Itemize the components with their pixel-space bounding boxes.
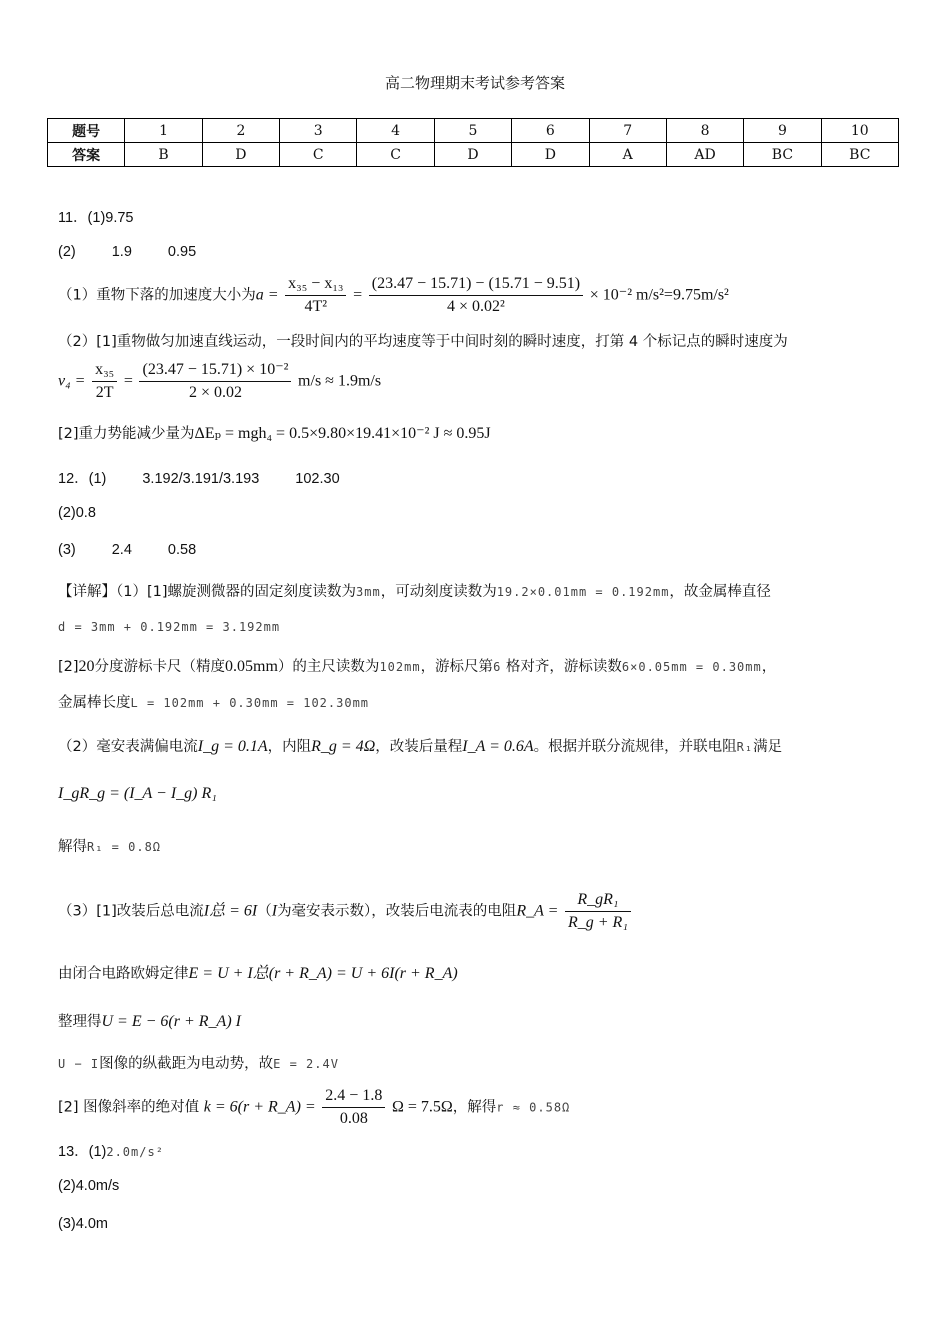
- table-cell: BC: [744, 143, 821, 167]
- text: （3）[1]改装后总电流: [58, 903, 204, 920]
- table-cell: 1: [125, 119, 202, 143]
- q13-answer-3: (3)4.0m: [58, 1216, 108, 1232]
- q12-value-b: 102.30: [295, 471, 340, 487]
- equals-sign: =: [353, 286, 363, 304]
- text: ，内阻: [267, 739, 312, 755]
- q13-value-1: 2.0m/s²: [106, 1145, 164, 1159]
- text: 格对齐，游标读数: [501, 659, 622, 675]
- text: （: [257, 903, 272, 920]
- table-header-label: 题号: [48, 119, 125, 143]
- q12-value-d: 0.58: [167, 542, 197, 558]
- fraction-numerator: x₃₅: [92, 360, 117, 382]
- q12-detail-11: [58, 1052, 339, 1073]
- math: R₁ = 0.8Ω: [87, 840, 162, 854]
- table-row-numbers: [48, 119, 899, 143]
- table-cell: 6: [512, 119, 589, 143]
- q11-fraction-2: [369, 274, 583, 317]
- q12-detail-3: [58, 655, 776, 676]
- math: r ≈ 0.58Ω: [496, 1100, 571, 1115]
- q11-value-b: 0.95: [167, 244, 197, 260]
- q13-answer-2: (2)4.0m/s: [58, 1178, 120, 1194]
- table-cell: 3: [280, 119, 357, 143]
- q13-label-1: 13．(1): [58, 1144, 107, 1160]
- text: ）的主尺读数为: [277, 659, 380, 675]
- math: 3mm: [356, 585, 381, 599]
- math: U − I: [58, 1057, 100, 1071]
- text: （2）毫安表满偏电流: [58, 739, 198, 755]
- q12-detail-9: [58, 960, 458, 983]
- table-cell: D: [512, 143, 589, 167]
- table-cell: 2: [202, 119, 279, 143]
- q11-fraction-4: [139, 360, 291, 403]
- fraction-numerator: 2.4 − 1.8: [322, 1086, 385, 1108]
- math: E = U + I总(r + R_A) = U + 6I(r + R_A): [188, 965, 458, 982]
- q12-detail-7: [58, 835, 161, 856]
- text: ，故金属棒直径: [669, 584, 771, 600]
- q12-detail-2: d = 3mm + 0.192mm = 3.192mm: [58, 620, 281, 634]
- text: ，解得: [452, 1099, 497, 1116]
- q12-detail-5: [58, 735, 782, 756]
- math: Ω = 7.5Ω: [391, 1098, 453, 1116]
- text: 满足: [753, 739, 783, 755]
- q11-explain-4-text: [2]重力势能减少量为: [58, 426, 195, 442]
- math: I: [271, 902, 278, 920]
- math: L = 102mm + 0.30mm = 102.30mm: [130, 696, 370, 710]
- fraction-numerator: R_gR₁: [565, 890, 631, 912]
- math: 19.2×0.01mm = 0.192mm: [496, 585, 670, 599]
- math: I_g = 0.1A: [197, 738, 268, 755]
- table-cell: A: [589, 143, 666, 167]
- text: ，: [761, 659, 777, 675]
- q12-detail-4: [58, 691, 369, 712]
- q11-fraction-1: [285, 274, 346, 317]
- q12-label-1: 12．(1): [58, 471, 107, 487]
- q12-detail-10: [58, 1010, 241, 1031]
- q11-value-a: 1.9: [111, 244, 132, 260]
- table-cell: 9: [744, 119, 821, 143]
- q12-answer-2: (2)0.8: [58, 505, 96, 521]
- q12-value-c: 2.4: [111, 542, 132, 558]
- table-cell: 4: [357, 119, 434, 143]
- q11-velocity-lhs: v₄ =: [58, 372, 86, 390]
- fraction-denominator: 2 × 0.02: [188, 384, 242, 401]
- q12-detail-6: I_gR_g = (I_A − I_g) R₁: [58, 785, 217, 802]
- fraction-numerator: (23.47 − 15.71) − (15.71 − 9.51): [369, 274, 583, 296]
- math: R_g = 4Ω: [311, 738, 376, 755]
- text: 【详解】（1）[1]螺旋测微器的固定刻度读数为: [58, 584, 357, 600]
- fraction-numerator: x₃₅ − x₁₃: [285, 274, 346, 296]
- table-cell: AD: [666, 143, 743, 167]
- text: 图像的纵截距为电动势，故: [99, 1056, 274, 1072]
- q12-label-3: (3): [58, 542, 76, 558]
- text: 由闭合电路欧姆定律: [58, 966, 189, 982]
- q12-detail-12: [58, 1086, 570, 1129]
- table-cell: D: [434, 143, 511, 167]
- equals-sign: =: [123, 372, 133, 390]
- table-cell: D: [202, 143, 279, 167]
- table-answer-label: 答案: [48, 143, 125, 167]
- q11-answer-2: [58, 244, 196, 260]
- q11-explain-4: [58, 422, 491, 443]
- table-cell: C: [357, 143, 434, 167]
- math: 6×0.05mm = 0.30mm: [621, 660, 762, 674]
- table-cell: C: [280, 143, 357, 167]
- q11-formula-lhs: a =: [255, 286, 279, 304]
- q11-explain-2: （2）[1]重物做匀加速直线运动，一段时间内的平均速度等于中间时刻的瞬时速度，打第 4 个标记点的瞬时速度为: [58, 334, 788, 350]
- text: ，游标尺第: [420, 659, 494, 675]
- math: U = E − 6(r + R_A) I: [101, 1013, 241, 1030]
- text: ，可动刻度读数为: [380, 584, 497, 600]
- math: I_A = 0.6A: [462, 738, 534, 755]
- q12-answer-3: [58, 542, 196, 558]
- math: 102mm: [379, 660, 421, 674]
- q12-detail-1: [58, 580, 771, 601]
- math: E = 2.4V: [273, 1057, 339, 1071]
- text: [2] 图像斜率的绝对值: [58, 1099, 200, 1116]
- fraction-denominator: R_g + R₁: [567, 914, 628, 931]
- table-cell: 5: [434, 119, 511, 143]
- math: I总 = 6I: [203, 902, 258, 920]
- text: 整理得: [58, 1014, 102, 1030]
- q13-answer-1: [58, 1140, 164, 1161]
- math: k = 6(r + R_A) =: [203, 1098, 316, 1116]
- fraction-denominator: 4 × 0.02²: [447, 298, 505, 315]
- math: 6: [493, 660, 502, 674]
- table-cell: 10: [821, 119, 898, 143]
- math: R_A =: [516, 902, 559, 920]
- text: 金属棒长度: [58, 695, 131, 711]
- q11-explain-1-text: （1）重物下落的加速度大小为: [58, 287, 256, 304]
- q11-fraction-3: [92, 360, 117, 403]
- q11-energy-formula: ΔEₚ = mgh₄ = 0.5×9.80×19.41×10⁻² J ≈ 0.95J: [194, 425, 491, 442]
- q12-fraction-slope: [322, 1086, 385, 1129]
- table-cell: 7: [589, 119, 666, 143]
- page-title: 高二物理期末考试参考答案: [384, 74, 565, 92]
- table-cell: 8: [666, 119, 743, 143]
- text: 。根据并联分流规律，并联电阻: [533, 739, 737, 755]
- math: R₁: [736, 740, 754, 754]
- q11-label-2: (2): [58, 244, 76, 260]
- fraction-denominator: 2T: [95, 384, 114, 401]
- q11-answer-1: 11．(1)9.75: [58, 210, 134, 226]
- fraction-numerator: (23.47 − 15.71) × 10⁻²: [139, 360, 291, 382]
- text: 解得: [58, 839, 87, 855]
- answer-table: [47, 118, 899, 167]
- text: ，改装后量程: [375, 739, 463, 755]
- q11-explain-1: [58, 274, 729, 317]
- text: [2]: [58, 659, 79, 675]
- text: 为毫安表示数），改装后电流表的电阻: [277, 903, 517, 920]
- table-cell: B: [125, 143, 202, 167]
- q12-answer-1: [58, 467, 340, 488]
- q12-value-a: 3.192/3.191/3.193: [142, 471, 260, 487]
- table-cell: BC: [821, 143, 898, 167]
- math: 20: [78, 658, 95, 675]
- math: 0.05mm: [225, 658, 278, 675]
- q12-detail-8: [58, 890, 633, 933]
- q12-fraction-ra: [565, 890, 631, 933]
- text: 分度游标卡尺（精度: [94, 659, 226, 675]
- fraction-denominator: 4T²: [304, 298, 328, 315]
- fraction-denominator: 0.08: [339, 1110, 368, 1127]
- q11-explain-3: [58, 360, 381, 403]
- q11-velocity-tail: m/s ≈ 1.9m/s: [298, 372, 382, 390]
- q11-formula-tail: × 10⁻² m/s²=9.75m/s²: [589, 286, 729, 304]
- table-row-answers: [48, 143, 899, 167]
